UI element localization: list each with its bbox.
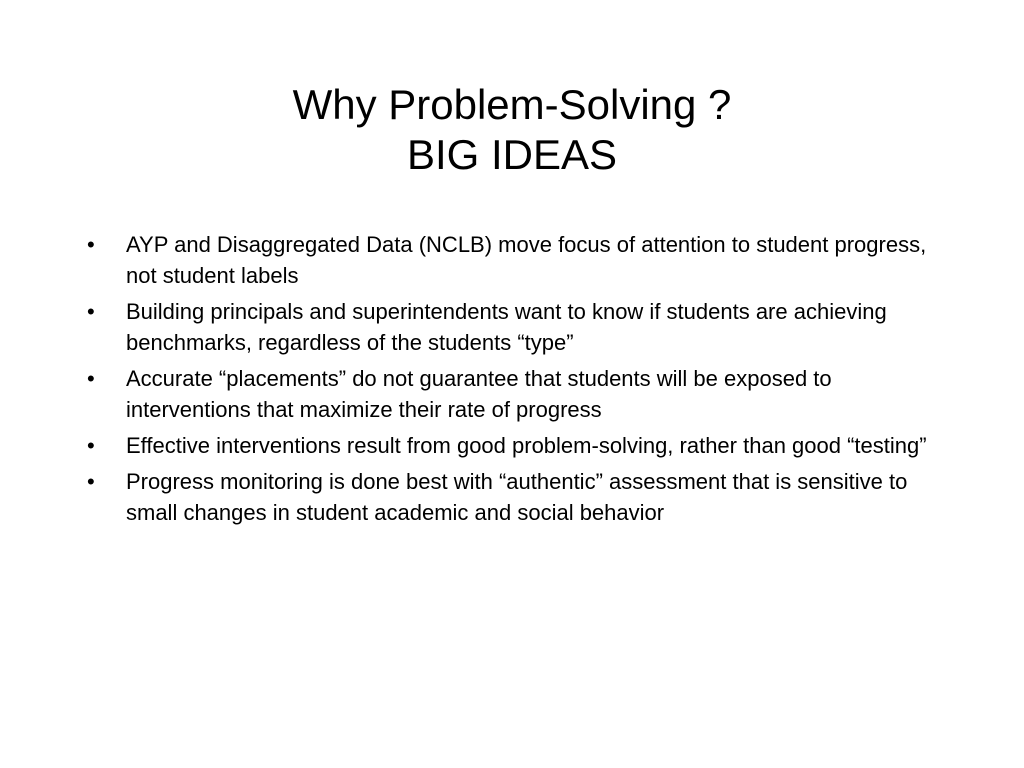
bullet-dot-icon: •	[87, 469, 95, 494]
bullet-text: Accurate “placements” do not guarantee that students will be exposed to interventions that maximize their rate of progress	[126, 366, 832, 422]
bullet-text: Progress monitoring is done best with “authentic” assessment that is sensitive to small changes in student academic and social behavior	[126, 469, 908, 525]
title-line-1: Why Problem-Solving ?	[292, 81, 732, 128]
bullet-item-5	[84, 466, 934, 528]
title-line-2: BIG IDEAS	[406, 131, 618, 178]
bullet-dot-icon: •	[87, 299, 95, 324]
bullet-text: AYP and Disaggregated Data (NCLB) move focus of attention to student progress, not student labels	[126, 232, 927, 288]
bullet-text: Effective interventions result from good problem-solving, rather than good “testing”	[126, 433, 927, 458]
bullet-list	[84, 229, 934, 533]
bullet-item-1	[84, 229, 934, 291]
bullet-item-2	[84, 296, 934, 358]
bullet-item-3	[84, 363, 934, 425]
bullet-dot-icon: •	[87, 232, 95, 257]
bullet-dot-icon: •	[87, 433, 95, 458]
bullet-text: Building principals and superintendents want to know if students are achieving benchmarks, regardless of the students “type”	[126, 299, 887, 355]
slide-title	[0, 80, 1024, 180]
bullet-item-4	[84, 430, 934, 461]
bullet-dot-icon: •	[87, 366, 95, 391]
